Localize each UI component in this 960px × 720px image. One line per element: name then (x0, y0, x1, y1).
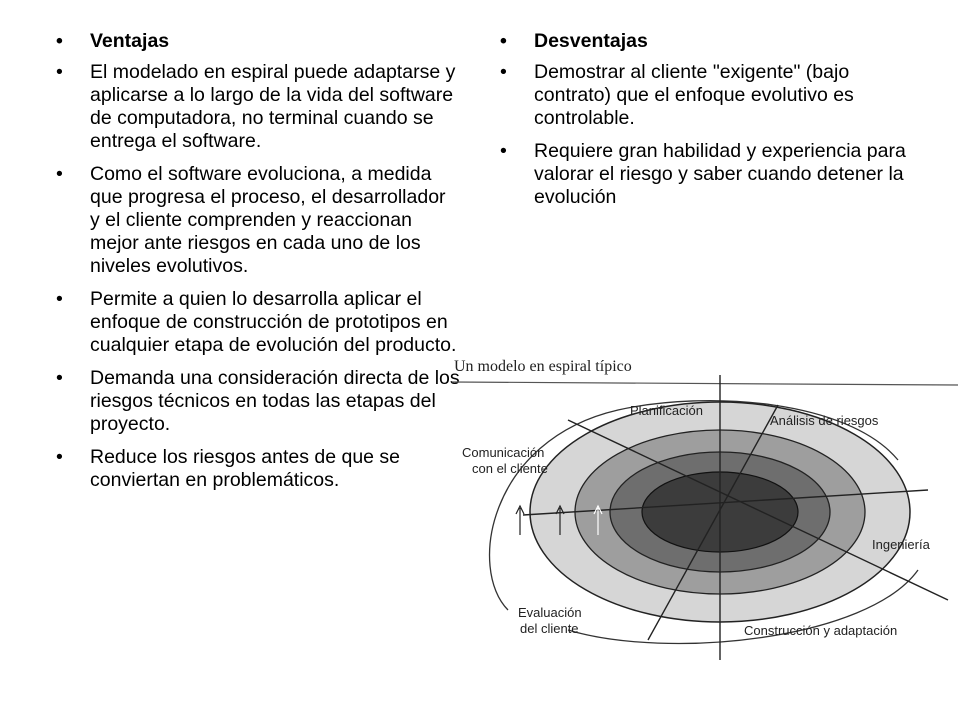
figure-caption: Un modelo en espiral típico (454, 358, 632, 375)
label-construccion: Construcción y adaptación (744, 623, 898, 638)
ventajas-column (50, 30, 460, 502)
caption-rule (452, 382, 958, 385)
label-evaluacion-1: Evaluación (518, 605, 582, 620)
ventajas-list (50, 30, 460, 492)
label-evaluacion-2: del cliente (520, 621, 579, 636)
desventajas-item: • Requiere gran habilidad y experiencia para valorar el riesgo y saber cuando detener la evolución (494, 140, 914, 209)
desventajas-item: • Demostrar al cliente "exigente" (bajo contrato) que el enfoque evolutivo es controlable. (494, 61, 914, 130)
label-comunicacion-2: con el cliente (472, 461, 548, 476)
ventajas-item: • El modelado en espiral puede adaptarse y aplicarse a lo largo de la vida del software de computadora, no terminal cuando se entrega el software. (50, 61, 460, 153)
label-comunicacion-1: Comunicación (462, 445, 545, 460)
ventajas-heading: • Ventajas (50, 30, 460, 53)
ventajas-item: • Permite a quien lo desarrolla aplicar el enfoque de construcción de prototipos en cualquier etapa de evolución del producto. (50, 288, 460, 357)
label-planificacion: Planificación (630, 403, 703, 418)
label-ingenieria: Ingeniería (872, 537, 930, 552)
label-analisis-riesgos: Análisis de riesgos (770, 413, 879, 428)
spiral-model-figure (448, 340, 960, 660)
desventajas-list (494, 30, 914, 209)
arrow-icon (516, 506, 524, 535)
desventajas-column (494, 30, 914, 219)
ventajas-item: • Reduce los riesgos antes de que se conviertan en problemáticos. (50, 446, 460, 492)
ventajas-item: • Como el software evoluciona, a medida que progresa el proceso, el desarrollador y el cliente comprenden y reaccionan mejor ante riesgos en cada uno de los niveles evolutivos. (50, 163, 460, 278)
ventajas-item: • Demanda una consideración directa de los riesgos técnicos en todas las etapas del proyecto. (50, 367, 460, 436)
desventajas-heading: • Desventajas (494, 30, 914, 53)
